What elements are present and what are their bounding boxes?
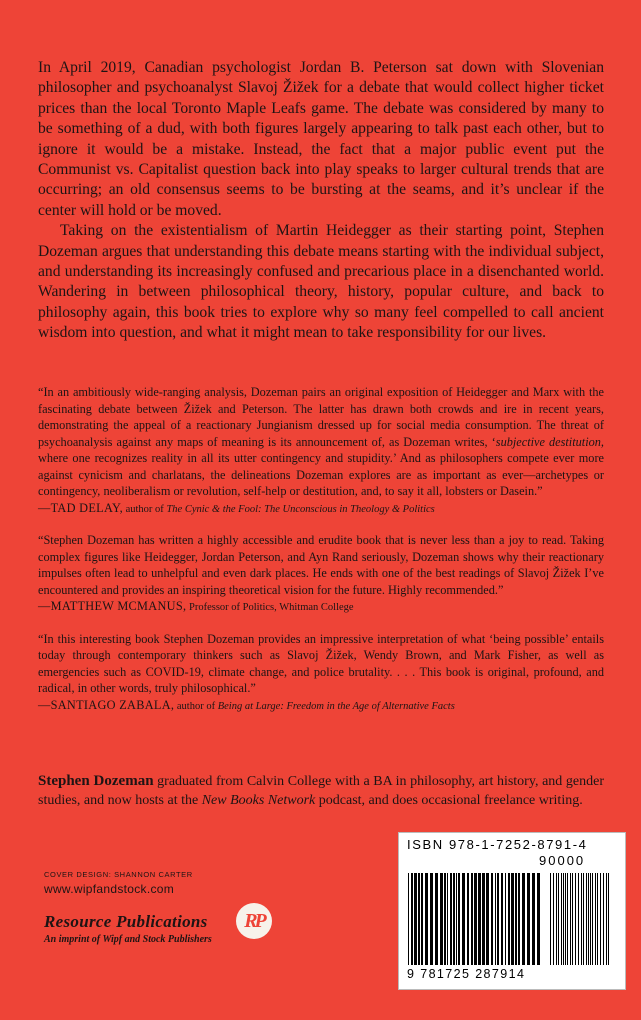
barcode-bar <box>578 873 579 965</box>
endorsement-2 <box>38 532 604 617</box>
barcode-bar <box>606 873 607 965</box>
publisher-website: www.wipfandstock.com <box>44 882 175 896</box>
endorsements <box>38 384 604 729</box>
barcode-bar <box>553 873 554 965</box>
barcode-bar <box>570 873 571 965</box>
barcode-bar <box>495 873 496 965</box>
barcode-bar <box>558 873 559 965</box>
barcode-bar <box>556 873 557 965</box>
barcode-bar <box>414 873 417 965</box>
price-barcode-bars-icon <box>549 873 613 967</box>
barcode-bar <box>522 873 525 965</box>
barcode-bar <box>453 873 455 965</box>
barcode-bar <box>590 873 591 965</box>
barcode-bar <box>583 873 584 965</box>
barcode-bar <box>588 873 589 965</box>
barcode-bar <box>408 873 409 965</box>
barcode-bar <box>563 873 564 965</box>
barcode-bar <box>467 873 469 965</box>
isbn-barcode <box>398 832 626 990</box>
barcode-bar <box>456 873 457 965</box>
barcode-bar <box>462 873 465 965</box>
endorsement-text: “In an ambitiously wide-ranging analysis, Dozeman pairs an original exposition of Heidegger and Marx with the fascinating debate between Žižek and Peterson. The latter has drawn both crowds and ire in recent years, demonstrating the appeal of a reactionary Jungianism dressed up for social media consumption. The threat of psychoanalysis against any maps of meaning is its announcement of, as Dozeman writes, ‘subjective destitution, where one recognizes reality in all its utter contingency and stupidity.’ And as philosophers compete ever more against cynicism and charlatans, the delineations Dozeman explores are as important as ever—archetypes or contingency, neoliberalism or revolution, self-help or destitution, and, to say it all, lobsters or Dasein.” <box>38 385 604 498</box>
barcode-bars-icon <box>407 873 543 967</box>
endorsement-3 <box>38 631 604 716</box>
endorsement-text: “Stephen Dozeman has written a highly accessible and erudite book that is never less than a joy to read. Taking complex figures like Heidegger, Jordan Peterson, and Ayn Rand seriously, Dozeman shows why their reactionary impulses often lead to unhelpful and even dark places. He ends with one of the best readings of Slavoj Žižek I’ve encountered and provides an inspiring theoretical vision for the future. Highly recommended.” <box>38 533 604 597</box>
barcode-bar <box>474 873 477 965</box>
description-paragraph-2: Taking on the existentialism of Martin Heidegger as their starting point, Stephen Dozeman argues that understanding this debate means starting with the individual subject, and understanding its increasingly confused and precarious place in a disenchanted world. Wandering in between philosophical theory, history, popular culture, and back to philosophy again, this book tries to explore why so many feel compelled to call ancient wisdom into question, and what it might mean to take responsibility for our lives. <box>38 222 604 342</box>
endorsement-text: “In this interesting book Stephen Dozeman provides an impressive interpretation of what ‘being possible’ entails today through contemporary thinkers such as Slavoj Žižek, Wendy Brown, and Mark Fisher, as well as emergencies such as COVID-19, climate change, and police brutality. . . . This book is original, profound, and radical, in other words, truly philosophical.” <box>38 631 604 695</box>
barcode-bar <box>505 873 506 965</box>
barcode-bar <box>421 873 423 965</box>
barcode-bar <box>515 873 517 965</box>
publisher-name: Resource Publications <box>44 912 208 931</box>
barcode-bar <box>450 873 452 965</box>
barcode-bar <box>471 873 473 965</box>
publisher-logo-icon: RP <box>236 903 272 939</box>
publisher-imprint: An imprint of Wipf and Stock Publishers <box>44 934 212 945</box>
author-name: Stephen Dozeman <box>38 773 154 789</box>
barcode-bar <box>447 873 448 965</box>
barcode-bar <box>592 873 593 965</box>
ean-number: 9 781725 287914 <box>407 967 526 981</box>
barcode-bar <box>600 873 601 965</box>
author-bio: Stephen Dozeman graduated from Calvin College with a BA in philosophy, art history, and gender studies, and now hosts at the New Books Network podcast, and does occasional freelance writing. <box>38 773 604 808</box>
barcode-bar <box>581 873 582 965</box>
barcode-bar <box>595 873 596 965</box>
barcode-bar <box>411 873 413 965</box>
barcode-bar <box>478 873 481 965</box>
barcode-bar <box>458 873 460 965</box>
barcode-bar <box>575 873 576 965</box>
barcode-bar <box>491 873 493 965</box>
barcode-bar <box>550 873 551 965</box>
barcode-bar <box>565 873 566 965</box>
barcode-bar <box>430 873 433 965</box>
cover-design-credit: COVER DESIGN: SHANNON CARTER <box>44 870 193 879</box>
barcode-bar <box>608 873 609 965</box>
barcode-bar <box>532 873 535 965</box>
barcode-bar <box>518 873 520 965</box>
barcode-bar <box>440 873 443 965</box>
barcode-bar <box>572 873 573 965</box>
barcode-bar <box>527 873 530 965</box>
isbn-number: ISBN 978-1-7252-8791-4 <box>407 837 588 852</box>
endorsement-attribution: —MATTHEW MCMANUS, Professor of Politics, Whitman College <box>38 599 354 613</box>
endorsement-attribution: —TAD DELAY, author of The Cynic & the Fool: The Unconscious in Theology & Politics <box>38 500 435 515</box>
barcode-bar <box>482 873 485 965</box>
barcode-bar <box>537 873 540 965</box>
barcode-bar <box>501 873 503 965</box>
barcode-bar <box>508 873 510 965</box>
barcode-bar <box>444 873 446 965</box>
barcode-bar <box>435 873 438 965</box>
barcode-bar <box>561 873 562 965</box>
book-description <box>38 58 604 344</box>
barcode-bar <box>597 873 598 965</box>
barcode-bar <box>497 873 499 965</box>
barcode-bar <box>586 873 587 965</box>
barcode-bar <box>425 873 428 965</box>
credits <box>44 870 264 896</box>
endorsement-1 <box>38 384 604 518</box>
barcode-bar <box>567 873 568 965</box>
price-code: 90000 <box>539 853 586 868</box>
description-paragraph-1: In April 2019, Canadian psychologist Jordan B. Peterson sat down with Slovenian philosopher and psychoanalyst Slavoj Žižek for a debate that would collect higher ticket prices than the local Toronto Maple Leafs game. The debate was considered by many to be something of a dud, with both figures largely appearing to talk past each other, but to ignore it would be a mistake. Instead, the fact that a major public event put the Communist vs. Capitalist question back into play speaks to larger cultural trends that are occurring; an old consensus seems to be bursting at the seams, and it’s unclear if the center will hold or be moved. <box>38 59 604 219</box>
barcode-bar <box>511 873 514 965</box>
endorsement-attribution: —SANTIAGO ZABALA, author of Being at Large: Freedom in the Age of Alternative Facts <box>38 697 455 712</box>
barcode-bar <box>603 873 604 965</box>
barcode-bar <box>418 873 420 965</box>
barcode-bar <box>486 873 489 965</box>
